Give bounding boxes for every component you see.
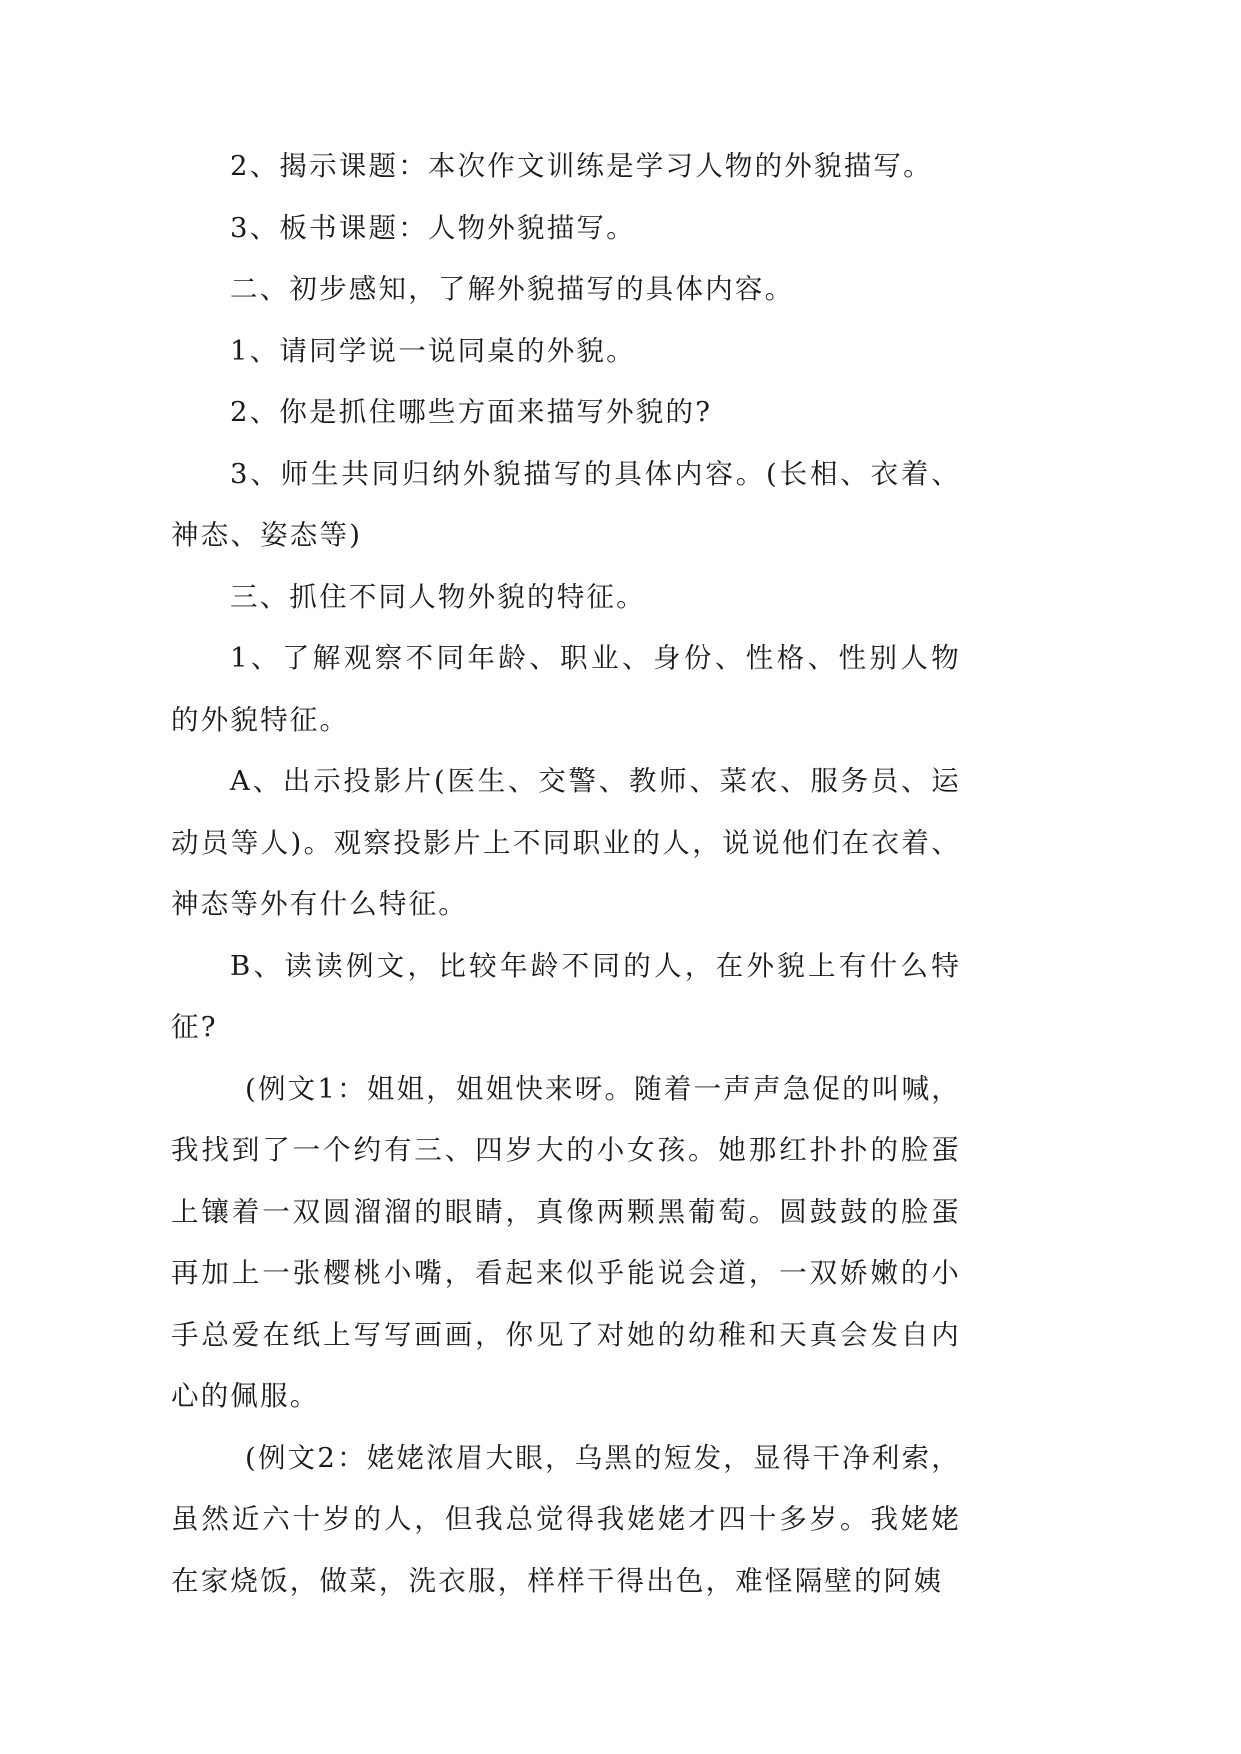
section-heading-features: 三、抓住不同人物外貌的特征。: [230, 580, 646, 613]
paragraph-observe-features: 1、了解观察不同年龄、职业、身份、性格、性别人物的外貌特征。: [171, 642, 961, 736]
paragraph-slides: A、出示投影片(医生、交警、教师、菜农、服务员、运动员等人)。观察投影片上不同职业的人，说说他们在衣着、神态等外有什么特征。: [171, 765, 961, 920]
paragraph-example-2: (例文2：姥姥浓眉大眼，乌黑的短发，显得干净利索，虽然近六十岁的人，但我总觉得我姥姥才四十多岁。我姥姥在家烧饭，做菜，洗衣服，样样干得出色，难怪隔壁的阿姨: [171, 1441, 961, 1597]
paragraph-aspects-question: 2、你是抓住哪些方面来描写外貌的?: [230, 396, 713, 428]
paragraph-example-1: (例文1：姐姐，姐姐快来呀。随着一声声急促的叫喊，我找到了一个约有三、四岁大的小女孩。她那红扑扑的脸蛋上镶着一双圆溜溜的眼睛，真像两颗黑葡萄。圆鼓鼓的脸蛋再加上一张樱桃小嘴，看起来似乎能说会道，一双娇嫩的小手总爱在纸上写写画画，你见了对她的幼稚和天真会发自内心的佩服。: [171, 1072, 961, 1412]
paragraph-reveal-topic: 2、揭示课题：本次作文训练是学习人物的外貌描写。: [230, 150, 933, 182]
paragraph-summarize-content: 3、师生共同归纳外貌描写的具体内容。(长相、衣着、神态、姿态等): [171, 457, 961, 551]
paragraph-board-topic: 3、板书课题：人物外貌描写。: [230, 211, 636, 244]
paragraph-describe-deskmate: 1、请同学说一说同桌的外貌。: [230, 334, 636, 367]
section-heading-initial-perception: 二、初步感知，了解外貌描写的具体内容。: [230, 273, 795, 305]
document-body: [171, 136, 961, 1612]
paragraph-read-examples: B、读读例文，比较年龄不同的人，在外貌上有什么特征?: [171, 949, 961, 1043]
